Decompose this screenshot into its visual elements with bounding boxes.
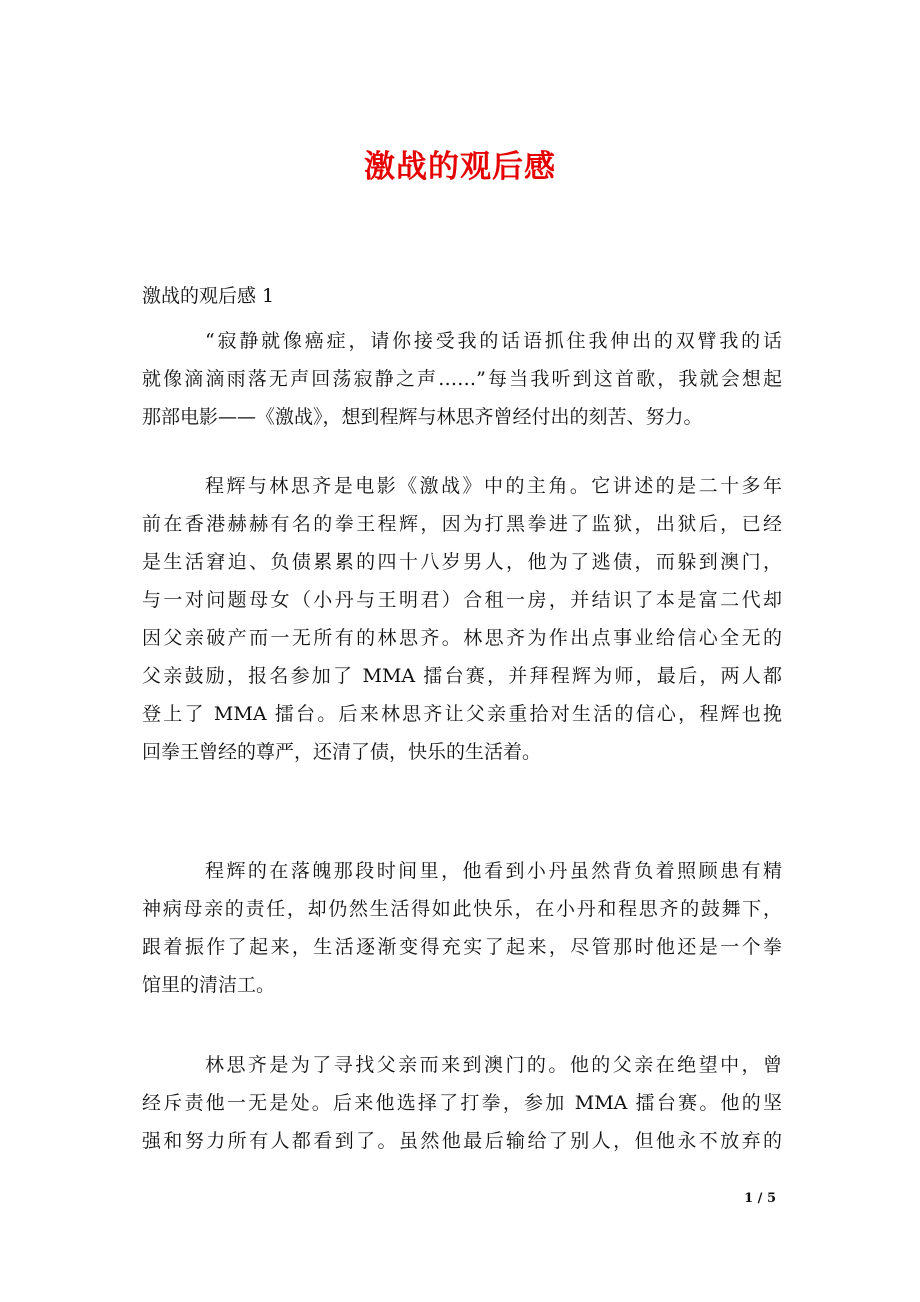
paragraph-line: 程辉与林思齐是电影《激战》中的主角。它讲述的是二十多年 bbox=[205, 475, 782, 497]
paragraph-line: 回拳王曾经的尊严，还清了债，快乐的生活着。 bbox=[142, 741, 542, 763]
paragraph-line: 强和努力所有人都看到了。虽然他最后输给了别人，但他永不放弃的 bbox=[142, 1130, 782, 1152]
page-number: 1 / 5 bbox=[744, 1191, 776, 1206]
paragraph-line: 林思齐是为了寻找父亲而来到澳门的。他的父亲在绝望中，曾 bbox=[205, 1054, 782, 1076]
paragraph-line: 就像滴滴雨落无声回荡寂静之声……”每当我听到这首歌，我就会想起 bbox=[142, 368, 782, 390]
paragraph-line: 前在香港赫赫有名的拳王程辉，因为打黑拳进了监狱，出狱后，已经 bbox=[142, 513, 782, 535]
paragraph-2 bbox=[142, 467, 782, 771]
section-heading: 激战的观后感 1 bbox=[142, 285, 275, 307]
paragraph-line: 父亲鼓励，报名参加了 MMA 擂台赛，并拜程辉为师，最后，两人都 bbox=[142, 665, 782, 687]
paragraph-line: “寂静就像癌症，请你接受我的话语抓住我伸出的双臂我的话 bbox=[205, 330, 782, 352]
paragraph-line: 登上了 MMA 擂台。后来林思齐让父亲重拾对生活的信心，程辉也挽 bbox=[142, 703, 782, 725]
document-title: 激战的观后感 bbox=[364, 149, 556, 185]
paragraph-line: 跟着振作了起来，生活逐渐变得充实了起来，尽管那时他还是一个拳 bbox=[142, 936, 782, 958]
paragraph-line: 与一对问题母女（小丹与王明君）合租一房，并结识了本是富二代却 bbox=[142, 589, 782, 611]
paragraph-line: 是生活窘迫、负债累累的四十八岁男人，他为了逃债，而躲到澳门， bbox=[142, 551, 782, 573]
paragraph-line: 经斥责他一无是处。后来他选择了打拳，参加 MMA 擂台赛。他的坚 bbox=[142, 1092, 782, 1114]
paragraph-line: 程辉的在落魄那段时间里，他看到小丹虽然背负着照顾患有精 bbox=[205, 860, 782, 882]
paragraph-3 bbox=[142, 852, 782, 1004]
paragraph-1 bbox=[142, 322, 782, 436]
paragraph-4 bbox=[142, 1046, 782, 1160]
paragraph-line: 神病母亲的责任，却仍然生活得如此快乐，在小丹和程思齐的鼓舞下， bbox=[142, 898, 782, 920]
paragraph-line: 因父亲破产而一无所有的林思齐。林思齐为作出点事业给信心全无的 bbox=[142, 627, 782, 649]
paragraph-line: 馆里的清洁工。 bbox=[142, 974, 276, 996]
paragraph-line: 那部电影——《激战》，想到程辉与林思齐曾经付出的刻苦、努力。 bbox=[142, 406, 703, 428]
